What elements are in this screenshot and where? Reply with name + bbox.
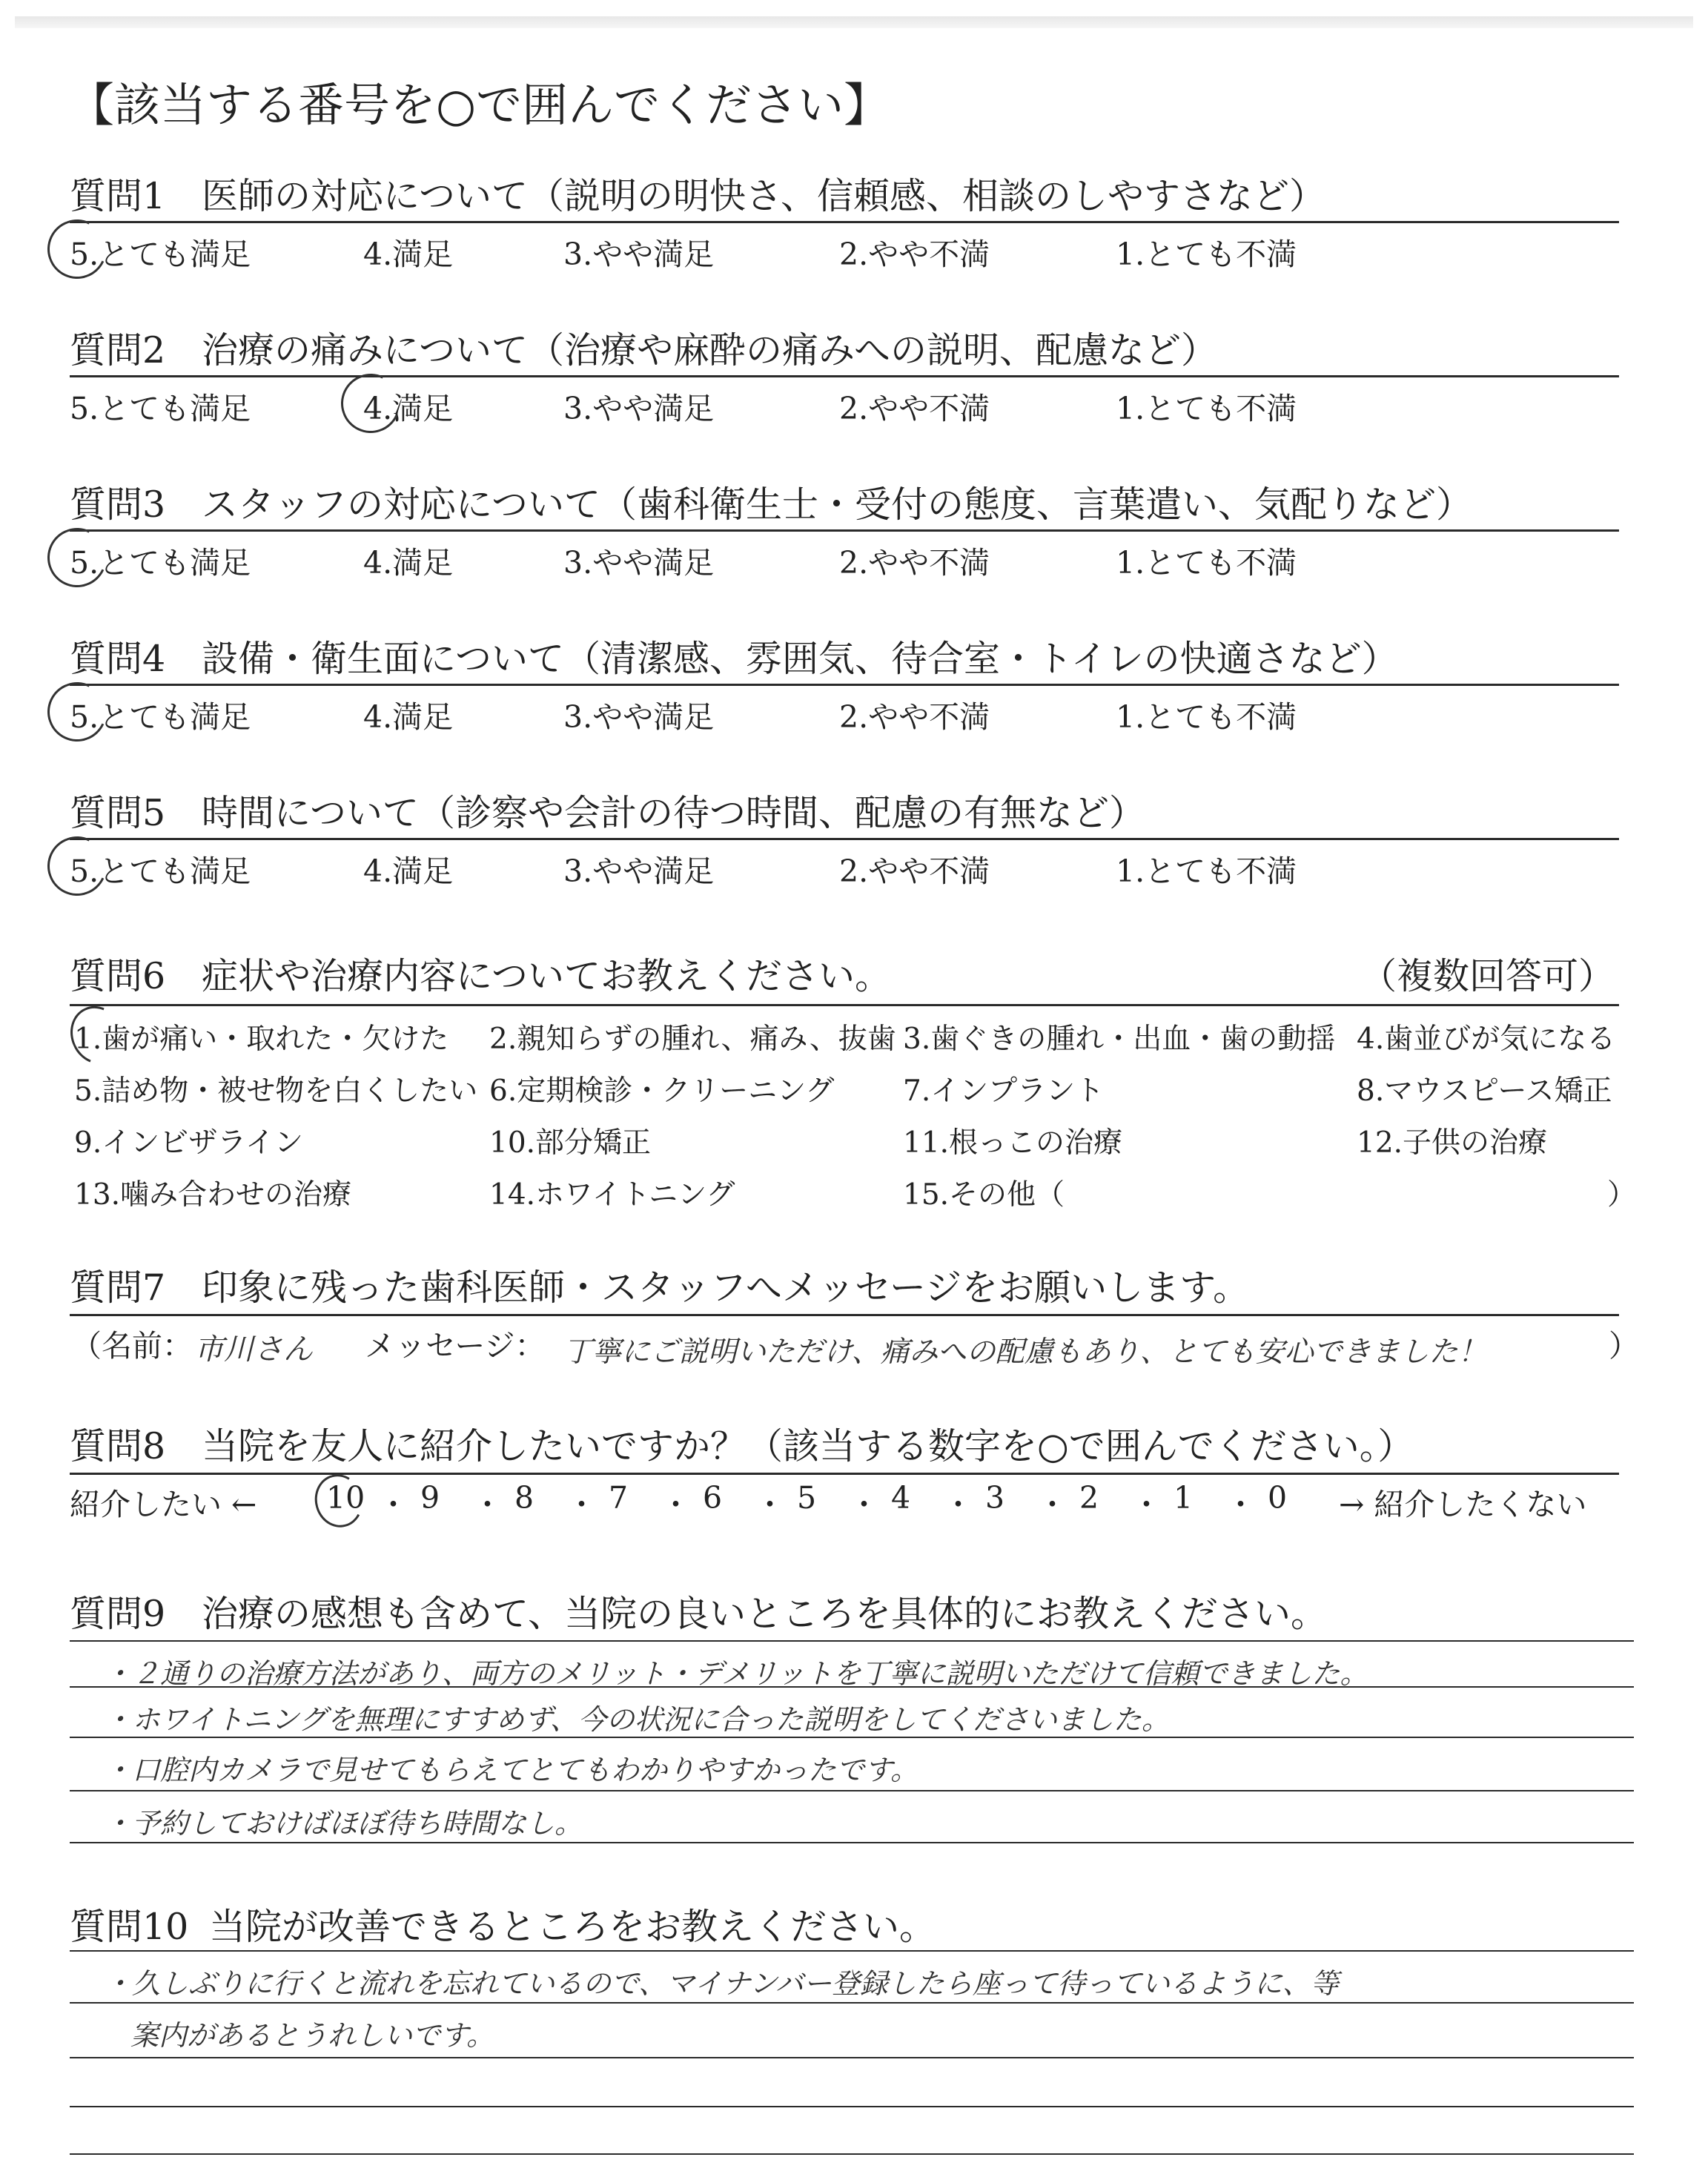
q6-option: 8.マウスピース矯正 xyxy=(1357,1074,1612,1108)
q6-option: 12.子供の治療 xyxy=(1357,1126,1548,1160)
q6-option: 6.定期検診・クリーニング xyxy=(489,1074,835,1108)
rating-option: 1.とても不満 xyxy=(1116,391,1297,426)
q8-scale-number: 10 xyxy=(326,1480,365,1516)
q8-text: 当院を友人に紹介したいですか？（該当する数字を○で囲んでください。） xyxy=(202,1425,1414,1467)
q7-close: ） xyxy=(1609,1328,1639,1364)
answer-rule xyxy=(70,2153,1634,2155)
answer-rule xyxy=(70,2057,1634,2058)
q8-scale-dot: ・ xyxy=(1131,1487,1162,1522)
q8-scale-dot: ・ xyxy=(943,1487,973,1522)
question-label: 質問4 xyxy=(70,638,166,680)
question-label: 質問3 xyxy=(70,483,166,526)
answer-rule xyxy=(70,2002,1634,2004)
q8-scale-dot: ・ xyxy=(849,1487,879,1522)
q8-scale-number: 4 xyxy=(891,1480,911,1516)
q8-right-label: → 紹介したくない xyxy=(1339,1487,1587,1522)
answer-rule xyxy=(70,1640,1634,1642)
q6-option: 10.部分矯正 xyxy=(489,1126,652,1160)
question-rule xyxy=(70,221,1619,223)
rating-option: 4.満足 xyxy=(363,699,454,735)
question-rule xyxy=(70,838,1619,840)
question-rule xyxy=(70,684,1619,686)
q8-label: 質問8 xyxy=(70,1425,166,1467)
q8-scale-dot: ・ xyxy=(566,1487,597,1522)
q6-option: 1.歯が痛い・取れた・欠けた xyxy=(74,1023,449,1056)
rating-option: 1.とても不満 xyxy=(1116,237,1297,272)
q8-scale-dot: ・ xyxy=(755,1487,785,1522)
rating-option: 4.満足 xyxy=(363,853,454,889)
q7-name-value: 市川さん xyxy=(194,1332,313,1367)
q6-option: 4.歯並びが気になる xyxy=(1357,1023,1616,1056)
rating-option: 4.満足 xyxy=(363,237,454,272)
rating-option: 2.やや不満 xyxy=(839,699,990,735)
q7-text: 印象に残った歯科医師・スタッフへメッセージをお願いします。 xyxy=(202,1266,1250,1309)
rating-option: 3.やや満足 xyxy=(563,391,715,426)
q6-text: 症状や治療内容についてお教えください。 xyxy=(202,955,892,997)
q6-rule xyxy=(70,1004,1619,1006)
q6-option: 11.根っこの治療 xyxy=(903,1126,1123,1160)
q8-left-label: 紹介したい ← xyxy=(70,1487,257,1522)
q8-scale-dot: ・ xyxy=(1225,1487,1256,1522)
q6-answer-circle xyxy=(61,997,133,1073)
q8-scale-dot: ・ xyxy=(378,1487,408,1522)
rating-option: 3.やや満足 xyxy=(563,853,715,889)
q6-option: 13.噛み合わせの治療 xyxy=(74,1178,352,1212)
q8-scale-number: 0 xyxy=(1268,1480,1288,1516)
q6-option: 7.インプラント xyxy=(903,1074,1105,1108)
q8-scale-dot: ・ xyxy=(661,1487,691,1522)
q7-label: 質問7 xyxy=(70,1266,166,1309)
question-text: 治療の痛みについて（治療や麻酔の痛みへの説明、配慮など） xyxy=(202,329,1218,371)
q8-scale-number: 7 xyxy=(609,1480,629,1516)
q9-answer: ・予約しておけばほぼ待ち時間なし。 xyxy=(104,1807,583,1840)
q8-scale-number: 2 xyxy=(1079,1480,1099,1516)
q9-answer: ・ホワイトニングを無理にすすめず、今の状況に合った説明をしてくださいました。 xyxy=(104,1703,1170,1736)
q8-scale-number: 8 xyxy=(514,1480,534,1516)
q6-option: 5.詰め物・被せ物を白くしたい xyxy=(74,1074,478,1108)
q8-scale-number: 1 xyxy=(1174,1480,1194,1516)
question-label: 質問1 xyxy=(70,175,166,217)
page-title: 【該当する番号を○で囲んでください】 xyxy=(68,78,890,132)
rating-option: 5.とても満足 xyxy=(70,545,251,581)
answer-rule xyxy=(70,1950,1634,1952)
q6-option: 15.その他（ xyxy=(903,1178,1065,1212)
answer-rule xyxy=(70,1790,1634,1791)
rating-option: 3.やや満足 xyxy=(563,237,715,272)
rating-option: 3.やや満足 xyxy=(563,545,715,581)
rating-option: 1.とても不満 xyxy=(1116,545,1297,581)
rating-option: 5.とても満足 xyxy=(70,699,251,735)
question-text: 時間について（診察や会計の待つ時間、配慮の有無など） xyxy=(202,792,1146,834)
question-rule xyxy=(70,529,1619,532)
question-label: 質問2 xyxy=(70,329,166,371)
question-rule xyxy=(70,375,1619,377)
q6-option: 9.インビザライン xyxy=(74,1126,304,1160)
q8-scale-dot: ・ xyxy=(1037,1487,1068,1522)
rating-option: 2.やや不満 xyxy=(839,545,990,581)
question-text: 設備・衛生面について（清潔感、雰囲気、待合室・トイレの快適さなど） xyxy=(202,638,1398,680)
q10-answer: ・久しぶりに行くと流れを忘れているので、マイナンバー登録したら座って待っているように、等 xyxy=(104,1967,1339,2000)
rating-option: 2.やや不満 xyxy=(839,391,990,426)
rating-option: 2.やや不満 xyxy=(839,237,990,272)
q10-label: 質問10 xyxy=(70,1906,189,1948)
rating-option: 4.満足 xyxy=(363,391,454,426)
rating-option: 2.やや不満 xyxy=(839,853,990,889)
answer-rule xyxy=(70,1842,1634,1843)
q6-option: 2.親知らずの腫れ、痛み、抜歯 xyxy=(489,1023,896,1056)
q9-label: 質問9 xyxy=(70,1593,166,1635)
q8-scale-number: 5 xyxy=(797,1480,817,1516)
q8-scale-number: 6 xyxy=(703,1480,723,1516)
question-text: スタッフの対応について（歯科衛生士・受付の態度、言葉遣い、気配りなど） xyxy=(202,483,1473,526)
rating-option: 3.やや満足 xyxy=(563,699,715,735)
q6-option: 14.ホワイトニング xyxy=(489,1178,735,1212)
rating-option: 5.とても満足 xyxy=(70,853,251,889)
q8-rule xyxy=(70,1473,1619,1475)
q7-rule xyxy=(70,1314,1619,1316)
q10-text: 当院が改善できるところをお教えください。 xyxy=(209,1906,936,1948)
q8-scale-number: 3 xyxy=(985,1480,1005,1516)
q9-answer: ・口腔内カメラで見せてもらえてとてもわかりやすかったです。 xyxy=(104,1754,918,1786)
q7-message-value: 丁寧にご説明いただけ、痛みへの配慮もあり、とても安心できました！ xyxy=(563,1335,1487,1369)
q6-label: 質問6 xyxy=(70,955,166,997)
q10-answer: 案内があるとうれしいです。 xyxy=(130,2019,494,2052)
rating-option: 4.満足 xyxy=(363,545,454,581)
q8-answer-circle xyxy=(309,1469,368,1533)
q8-scale-number: 9 xyxy=(420,1480,440,1516)
rating-option: 5.とても満足 xyxy=(70,391,251,426)
q7-name-label: （名前： xyxy=(71,1328,193,1364)
q6-note: （複数回答可） xyxy=(1360,955,1615,997)
question-text: 医師の対応について（説明の明快さ、信頼感、相談のしやすさなど） xyxy=(202,175,1326,217)
rating-option: 5.とても満足 xyxy=(70,237,251,272)
q6-option: ） xyxy=(1607,1178,1637,1212)
rating-option: 1.とても不満 xyxy=(1116,699,1297,735)
q6-option: 3.歯ぐきの腫れ・出血・歯の動揺 xyxy=(903,1023,1336,1056)
q9-text: 治療の感想も含めて、当院の良いところを具体的にお教えください。 xyxy=(202,1593,1328,1635)
q8-scale-dot: ・ xyxy=(472,1487,503,1522)
rating-option: 1.とても不満 xyxy=(1116,853,1297,889)
q7-message-label: メッセージ： xyxy=(365,1328,546,1364)
answer-rule xyxy=(70,2106,1634,2107)
scan-edge xyxy=(15,16,1693,28)
q9-answer: ・２通りの治療方法があり、両方のメリット・デメリットを丁寧に説明いただけて信頼できました。 xyxy=(104,1657,1368,1690)
question-label: 質問5 xyxy=(70,792,166,834)
